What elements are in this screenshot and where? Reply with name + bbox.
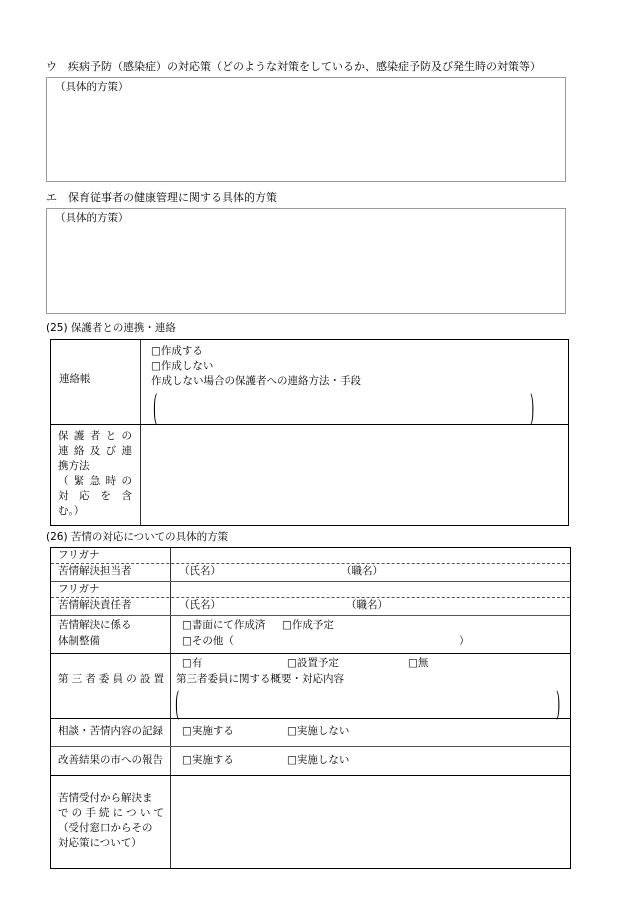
system-option-other[interactable]: □その他（ [182, 635, 234, 647]
third-party-write-in-area[interactable] [181, 688, 555, 714]
contact-method-label-line-3: 携方法 [58, 460, 90, 472]
contact-method-label-line-5: 対応を含 [58, 490, 132, 502]
complaint-label-furigana-2: フリガナ [58, 583, 100, 595]
complaint-handling-table [50, 547, 571, 869]
section-heading-staff-health: エ 保育従事者の健康管理に関する具体的方策 [46, 191, 277, 204]
contact-book-option-create[interactable]: □作成する [151, 345, 203, 357]
complaint-divider-city-report [51, 775, 570, 776]
third-party-write-in-paren-close: ) [556, 685, 561, 724]
procedure-label-line-1: 苦情受付から解決ま [58, 792, 153, 804]
complaint-manager-title-label: （職名） [346, 599, 388, 611]
procedure-label-line-2: での手続について [58, 807, 164, 819]
section-heading-guardian-contact: (25) 保護者との連携・連絡 [46, 322, 176, 334]
complaint-label-record: 相談・苦情内容の記録 [58, 725, 163, 737]
contact-method-label-line-1: 保護者との [58, 430, 132, 442]
guardian-contact-table [50, 339, 569, 526]
contact-book-write-in-paren-close: ) [530, 387, 535, 430]
complaint-label-furigana-1: フリガナ [58, 549, 100, 561]
contact-method-label-line-2: 連絡及び連 [58, 445, 132, 457]
guardian-table-column-divider [140, 340, 141, 525]
complaint-label-officer: 苦情解決担当者 [58, 565, 132, 577]
contact-book-option-not-create[interactable]: □作成しない [151, 360, 214, 372]
complaint-divider-manager [51, 615, 570, 616]
guardian-row-label-contact-method [58, 429, 132, 519]
complaint-label-system-line-1: 苦情解決に係る [58, 619, 132, 631]
third-party-note: 第三者委員に関する概要・対応内容 [176, 673, 344, 685]
complaint-label-manager: 苦情解決責任者 [58, 599, 132, 611]
third-party-option-yes[interactable]: □有 [182, 657, 203, 669]
contact-method-write-in-area[interactable] [143, 426, 567, 523]
third-party-option-no[interactable]: □無 [408, 657, 429, 669]
staff-health-textbox[interactable] [46, 208, 566, 314]
staff-health-placeholder: （具体的方策） [55, 212, 129, 224]
complaint-label-city-report: 改善結果の市への報告 [58, 754, 163, 766]
illness-prevention-placeholder: （具体的方策） [55, 81, 129, 93]
procedure-label-line-3: （受付窓口からその [58, 822, 153, 834]
city-report-option-not-implement[interactable]: □実施しない [287, 754, 350, 766]
guardian-row-label-contact-book: 連絡帳 [59, 373, 91, 385]
record-option-implement[interactable]: □実施する [182, 725, 234, 737]
illness-prevention-textbox[interactable] [46, 77, 566, 182]
procedure-label-line-4: 対応策について） [58, 837, 142, 849]
third-party-write-in-paren-open: ( [175, 685, 180, 724]
contact-method-label-line-6: む。） [58, 505, 85, 517]
contact-book-alternative-note: 作成しない場合の保護者への連絡方法・手段 [151, 375, 361, 387]
complaint-label-procedure [58, 791, 164, 851]
complaint-officer-name-label: （氏名） [179, 565, 221, 577]
contact-book-write-in-area[interactable] [159, 391, 529, 419]
complaint-manager-name-label: （氏名） [179, 599, 221, 611]
system-option-written-done[interactable]: □書面にて作成済 [182, 619, 266, 631]
complaint-divider-third-party [51, 718, 570, 719]
third-party-label-text: 第三者委員の設置 [58, 673, 164, 685]
section-heading-complaint-handling: (26) 苦情の対応についての具体的方策 [46, 531, 229, 543]
city-report-option-implement[interactable]: □実施する [182, 754, 234, 766]
complaint-value-furigana-1[interactable] [173, 548, 567, 562]
complaint-label-third-party [58, 672, 164, 687]
system-option-planned[interactable]: □作成予定 [282, 619, 334, 631]
complaint-table-column-divider [170, 548, 171, 868]
record-option-not-implement[interactable]: □実施しない [287, 725, 350, 737]
complaint-divider-system [51, 653, 570, 654]
complaint-officer-title-label: （職名） [341, 565, 383, 577]
contact-method-label-line-4: （緊急時の [58, 475, 132, 487]
complaint-label-system-line-2: 体制整備 [58, 635, 100, 647]
contact-book-write-in-paren-open: ( [153, 387, 158, 430]
guardian-table-row-divider [51, 424, 568, 425]
third-party-option-planned[interactable]: □設置予定 [287, 657, 339, 669]
system-option-other-close-paren: ） [459, 635, 470, 647]
complaint-value-furigana-2[interactable] [173, 582, 567, 596]
system-option-other-input[interactable] [246, 634, 458, 648]
section-heading-illness-prevention: ウ 疾病予防（感染症）の対応策（どのような対策をしているか、感染症予防及び発生時の対策等） [46, 60, 541, 73]
complaint-divider-record [51, 746, 570, 747]
procedure-write-in-area[interactable] [173, 777, 567, 866]
